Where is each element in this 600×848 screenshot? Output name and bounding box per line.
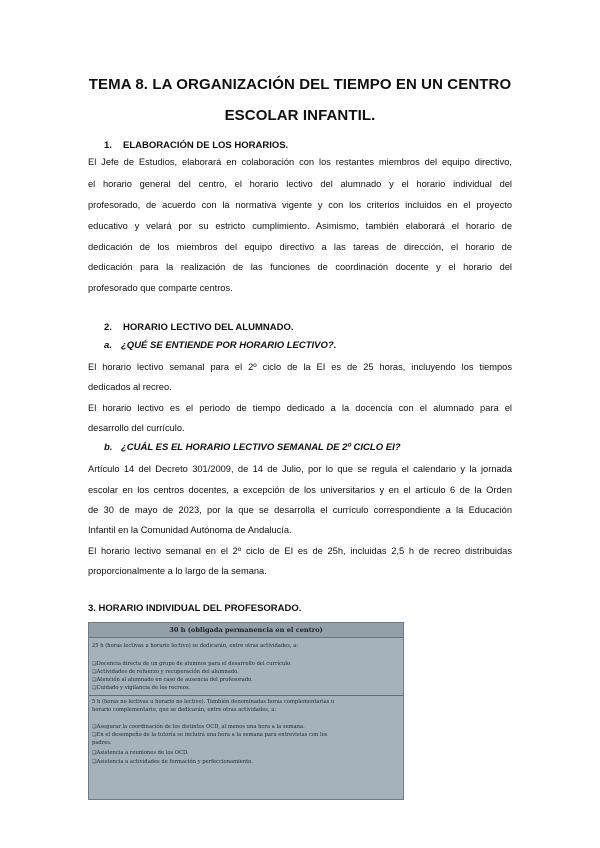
section-2b-number: b. — [104, 442, 113, 453]
paragraph-1-line: educativo y velará por su estricto cumplimiento. Asimismo, también elaborará el horario de — [88, 221, 512, 231]
section-2-title: HORARIO LECTIVO DEL ALUMNADO. — [123, 322, 294, 333]
table-row-text: horario complementario, que se dedicarán, entre otras actividades, a: — [92, 707, 277, 713]
teacher-schedule-table-image — [88, 622, 404, 800]
table-row-text: ❑Docencia directa de un grupo de alumnos para el desarrollo del currículo. — [92, 661, 292, 667]
table-row-text: ❑Asistencia a reuniones de los OCD. — [92, 750, 189, 756]
table-divider — [89, 695, 403, 696]
table-row-text: padres. — [92, 740, 112, 746]
section-3-heading: 3. HORARIO INDIVIDUAL DEL PROFESORADO. — [88, 603, 302, 614]
paragraph-1-line: profesorado, de acuerdo con la normativa vigente y con los criterios incluidos en el proyecto — [88, 200, 512, 210]
table-row-text: ❑Cuidado y vigilancia de los recreos. — [92, 685, 191, 691]
paragraph-3-line: Artículo 14 del Decreto 301/2009, de 14 de Julio, por lo que se regula el calendario y la jornada — [88, 464, 512, 474]
page-title-line-1: TEMA 8. LA ORGANIZACIÓN DEL TIEMPO EN UN CENTRO — [88, 76, 512, 93]
table-row-text: ❑Atención al alumnado en caso de ausencia del profesorado. — [92, 677, 253, 683]
section-2-number: 2. — [104, 322, 112, 333]
paragraph-2-line: desarrollo del currículo. — [88, 423, 185, 433]
paragraph-1-line: dedicación para la realización de las funciones de coordinación docente y el horario del — [88, 262, 512, 272]
section-2b-heading — [104, 442, 401, 453]
section-2b-title: ¿CUÁL ES EL HORARIO LECTIVO SEMANAL DE 2º CICLO EI? — [121, 442, 401, 453]
section-2a-number: a. — [104, 340, 112, 351]
paragraph-3-line: Infantil en la Comunidad Autónoma de Andalucía. — [88, 525, 292, 535]
section-2a-heading — [104, 340, 336, 351]
section-1-title: ELABORACIÓN DE LOS HORARIOS. — [123, 140, 289, 151]
paragraph-3-line: proporcionalmente a lo largo de la semana. — [88, 566, 267, 576]
table-row-text: 25 h (horas lectivas u horario lectivo) se dedicarán, entre otras actividades, a: — [92, 643, 299, 649]
paragraph-1-line: el horario general del centro, el horario lectivo del alumnado y el horario individual del — [88, 179, 512, 189]
table-row-text: ❑Asistencia a actividades de formación y perfeccionamiento. — [92, 759, 253, 765]
section-2-heading — [104, 322, 293, 333]
table-row-text: 5 h (horas no lectivas u horario no lectivo). También denominadas horas complementarias u — [92, 699, 335, 705]
table-row-text: ❑Actividades de refuerzo y recuperación del alumnado. — [92, 669, 239, 675]
paragraph-1-line: El Jefe de Estudios, elaborará en colaboración con los restantes miembros del equipo directivo, — [88, 157, 512, 167]
paragraph-1-line: profesorado que comparte centros. — [88, 283, 233, 293]
section-1-number: 1. — [104, 140, 112, 151]
paragraph-3-line: escolar en los centros docentes, a excepción de los universitarios y en el artículo 6 de la Orden — [88, 485, 512, 495]
paragraph-2-line: dedicados al recreo. — [88, 382, 172, 392]
paragraph-1-line: dedicación de los miembros del equipo directivo a las tareas de dirección, el horario de — [88, 242, 512, 252]
paragraph-3-line: El horario lectivo semanal en el 2º ciclo de EI es de 25h, incluidas 2,5 h de recreo distribuidas — [88, 546, 512, 556]
paragraph-2-line: El horario lectivo es el periodo de tiempo dedicado a la docencia con el alumnado para el — [88, 403, 512, 413]
table-header: 30 h (obligada permanencia en el centro) — [89, 623, 403, 638]
section-2a-title: ¿QUÉ SE ENTIENDE POR HORARIO LECTIVO?. — [121, 340, 337, 351]
section-1-heading — [104, 140, 288, 151]
table-row-text: ❑Asegurar la coordinación de los distintos OCD, al menos una hora a la semana. — [92, 724, 305, 730]
table-row-text: ❑En el desempeño de la tutoría se incluirá una hora a la semana para entrevistas con los — [92, 732, 328, 738]
page-title-line-2: ESCOLAR INFANTIL. — [224, 107, 376, 124]
paragraph-3-line: de 30 de mayo de 2023, por la que se desarrolla el currículo correspondiente a la Educación — [88, 505, 512, 515]
paragraph-2-line: El horario lectivo semanal para el 2º ciclo de la EI es de 25 horas, incluyendo los tiempos — [88, 362, 512, 372]
